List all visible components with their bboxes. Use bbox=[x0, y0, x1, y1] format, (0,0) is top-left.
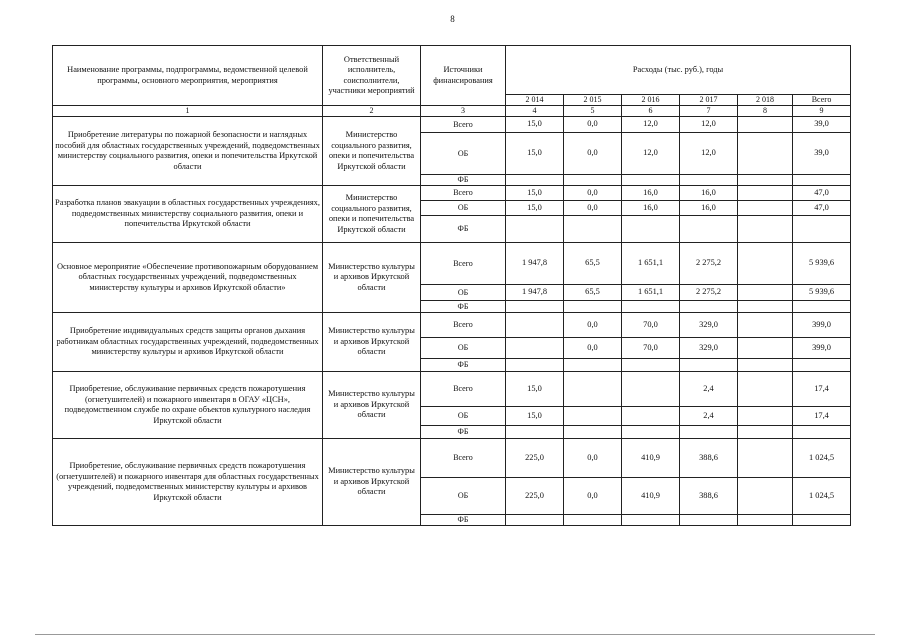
program-name-cell: Приобретение литературы по пожарной безопасности и наглядных пособий для областных государственных учреждений, подведомственных министерству социального развития, опеки и попечительства Иркутской области bbox=[53, 117, 323, 186]
year-value-cell: 0,0 bbox=[564, 478, 622, 515]
year-value-cell: 1 947,8 bbox=[506, 285, 564, 301]
total-cell: 399,0 bbox=[793, 313, 851, 338]
header-column-number: 3 bbox=[421, 106, 506, 117]
year-value-cell: 70,0 bbox=[622, 338, 680, 359]
year-value-cell bbox=[564, 426, 622, 439]
header-program-name: Наименование программы, подпрограммы, ведомственной целевой программы, основного мероприятия, мероприятия bbox=[53, 46, 323, 106]
funding-source-cell: ОБ bbox=[421, 478, 506, 515]
executor-cell: Министерство культуры и архивов Иркутской области bbox=[323, 243, 421, 313]
year-value-cell bbox=[564, 175, 622, 186]
year-value-cell bbox=[564, 359, 622, 372]
year-value-cell: 329,0 bbox=[680, 313, 738, 338]
funding-source-cell: ФБ bbox=[421, 515, 506, 526]
table-row bbox=[53, 117, 851, 133]
year-value-cell: 225,0 bbox=[506, 439, 564, 478]
year-value-cell: 15,0 bbox=[506, 186, 564, 201]
year-value-cell: 388,6 bbox=[680, 439, 738, 478]
year-value-cell bbox=[680, 515, 738, 526]
year-value-cell: 225,0 bbox=[506, 478, 564, 515]
total-cell: 47,0 bbox=[793, 201, 851, 216]
header-executor: Ответственный исполнитель, соисполнители, участники мероприятий bbox=[323, 46, 421, 106]
table-row bbox=[53, 313, 851, 338]
total-cell: 5 939,6 bbox=[793, 243, 851, 285]
year-value-cell bbox=[506, 426, 564, 439]
year-value-cell bbox=[622, 426, 680, 439]
total-cell: 5 939,6 bbox=[793, 285, 851, 301]
year-value-cell: 0,0 bbox=[564, 186, 622, 201]
year-value-cell bbox=[738, 117, 793, 133]
year-value-cell bbox=[564, 515, 622, 526]
year-value-cell bbox=[622, 407, 680, 426]
year-value-cell: 12,0 bbox=[680, 117, 738, 133]
year-value-cell: 388,6 bbox=[680, 478, 738, 515]
year-value-cell: 16,0 bbox=[622, 186, 680, 201]
funding-source-cell: Всего bbox=[421, 439, 506, 478]
total-cell: 1 024,5 bbox=[793, 439, 851, 478]
year-value-cell bbox=[680, 301, 738, 313]
funding-source-cell: Всего bbox=[421, 313, 506, 338]
header-column-number: 7 bbox=[680, 106, 738, 117]
year-value-cell: 12,0 bbox=[622, 117, 680, 133]
year-value-cell bbox=[506, 338, 564, 359]
year-value-cell: 65,5 bbox=[564, 243, 622, 285]
total-cell: 17,4 bbox=[793, 407, 851, 426]
funding-source-cell: ОБ bbox=[421, 201, 506, 216]
year-value-cell: 1 947,8 bbox=[506, 243, 564, 285]
year-value-cell: 15,0 bbox=[506, 407, 564, 426]
year-value-cell: 15,0 bbox=[506, 117, 564, 133]
year-value-cell: 16,0 bbox=[680, 186, 738, 201]
header-year-4: 2 018 bbox=[738, 95, 793, 106]
program-name-cell: Приобретение, обслуживание первичных средств пожаротушения (огнетушителей) и пожарного инвентаря в ОГАУ «ЦСН», подведомственном службе по охране объектов культурного наследия Иркутской области bbox=[53, 372, 323, 439]
year-value-cell bbox=[738, 313, 793, 338]
table-row bbox=[53, 439, 851, 478]
table-row bbox=[53, 186, 851, 201]
header-column-number: 1 bbox=[53, 106, 323, 117]
year-value-cell bbox=[680, 216, 738, 243]
funding-source-cell: Всего bbox=[421, 243, 506, 285]
year-value-cell: 410,9 bbox=[622, 439, 680, 478]
funding-source-cell: Всего bbox=[421, 186, 506, 201]
table-row bbox=[53, 372, 851, 407]
year-value-cell bbox=[622, 515, 680, 526]
year-value-cell bbox=[622, 359, 680, 372]
header-column-number: 8 bbox=[738, 106, 793, 117]
year-value-cell: 0,0 bbox=[564, 439, 622, 478]
year-value-cell bbox=[680, 175, 738, 186]
funding-source-cell: Всего bbox=[421, 372, 506, 407]
page-bottom-border bbox=[35, 634, 875, 635]
year-value-cell bbox=[738, 407, 793, 426]
total-cell: 39,0 bbox=[793, 133, 851, 175]
executor-cell: Министерство культуры и архивов Иркутской области bbox=[323, 313, 421, 372]
total-cell: 39,0 bbox=[793, 117, 851, 133]
total-cell bbox=[793, 515, 851, 526]
year-value-cell: 0,0 bbox=[564, 117, 622, 133]
year-value-cell bbox=[738, 243, 793, 285]
year-value-cell bbox=[506, 216, 564, 243]
year-value-cell bbox=[738, 338, 793, 359]
year-value-cell bbox=[564, 301, 622, 313]
header-column-number: 6 bbox=[622, 106, 680, 117]
year-value-cell: 1 651,1 bbox=[622, 243, 680, 285]
year-value-cell: 329,0 bbox=[680, 338, 738, 359]
year-value-cell bbox=[738, 216, 793, 243]
funding-source-cell: ОБ bbox=[421, 338, 506, 359]
year-value-cell: 1 651,1 bbox=[622, 285, 680, 301]
total-cell bbox=[793, 175, 851, 186]
year-value-cell: 15,0 bbox=[506, 133, 564, 175]
header-column-number: 4 bbox=[506, 106, 564, 117]
year-value-cell: 410,9 bbox=[622, 478, 680, 515]
year-value-cell bbox=[506, 359, 564, 372]
year-value-cell bbox=[738, 439, 793, 478]
year-value-cell: 12,0 bbox=[622, 133, 680, 175]
year-value-cell bbox=[738, 186, 793, 201]
header-year-0: 2 014 bbox=[506, 95, 564, 106]
year-value-cell: 16,0 bbox=[622, 201, 680, 216]
year-value-cell: 12,0 bbox=[680, 133, 738, 175]
header-column-number: 5 bbox=[564, 106, 622, 117]
executor-cell: Министерство социального развития, опеки и попечительства Иркутской области bbox=[323, 117, 421, 186]
year-value-cell bbox=[506, 301, 564, 313]
header-column-number: 2 bbox=[323, 106, 421, 117]
header-year-5: Всего bbox=[793, 95, 851, 106]
year-value-cell bbox=[738, 285, 793, 301]
year-value-cell bbox=[622, 216, 680, 243]
year-value-cell bbox=[738, 301, 793, 313]
year-value-cell bbox=[622, 175, 680, 186]
funding-source-cell: ОБ bbox=[421, 285, 506, 301]
budget-table bbox=[52, 45, 851, 526]
year-value-cell bbox=[738, 201, 793, 216]
year-value-cell: 16,0 bbox=[680, 201, 738, 216]
year-value-cell: 15,0 bbox=[506, 201, 564, 216]
executor-cell: Министерство культуры и архивов Иркутской области bbox=[323, 372, 421, 439]
year-value-cell bbox=[738, 426, 793, 439]
year-value-cell bbox=[564, 407, 622, 426]
year-value-cell: 2,4 bbox=[680, 407, 738, 426]
year-value-cell bbox=[564, 216, 622, 243]
header-year-2: 2 016 bbox=[622, 95, 680, 106]
year-value-cell: 2 275,2 bbox=[680, 285, 738, 301]
year-value-cell bbox=[738, 359, 793, 372]
table-body bbox=[53, 117, 851, 526]
executor-cell: Министерство социального развития, опеки и попечительства Иркутской области bbox=[323, 186, 421, 243]
year-value-cell: 2 275,2 bbox=[680, 243, 738, 285]
header-column-number: 9 bbox=[793, 106, 851, 117]
year-value-cell bbox=[738, 515, 793, 526]
year-value-cell: 0,0 bbox=[564, 133, 622, 175]
total-cell: 47,0 bbox=[793, 186, 851, 201]
funding-source-cell: ФБ bbox=[421, 216, 506, 243]
year-value-cell bbox=[506, 515, 564, 526]
total-cell bbox=[793, 426, 851, 439]
header-year-1: 2 015 bbox=[564, 95, 622, 106]
program-name-cell: Разработка планов эвакуации в областных государственных учреждениях, подведомственных министерству социального развития, опеки и попечительства Иркутской области bbox=[53, 186, 323, 243]
funding-source-cell: ФБ bbox=[421, 175, 506, 186]
year-value-cell bbox=[680, 359, 738, 372]
funding-source-cell: ФБ bbox=[421, 359, 506, 372]
year-value-cell bbox=[738, 372, 793, 407]
year-value-cell bbox=[506, 313, 564, 338]
program-name-cell: Основное мероприятие «Обеспечение противопожарным оборудованием областных государственных учреждений, подведомственных министерству культуры и архивов Иркутской области» bbox=[53, 243, 323, 313]
year-value-cell: 15,0 bbox=[506, 372, 564, 407]
total-cell bbox=[793, 301, 851, 313]
year-value-cell bbox=[738, 175, 793, 186]
year-value-cell: 0,0 bbox=[564, 201, 622, 216]
header-funding-source: Источники финансирования bbox=[421, 46, 506, 106]
funding-source-cell: ОБ bbox=[421, 407, 506, 426]
year-value-cell bbox=[506, 175, 564, 186]
funding-source-cell: ОБ bbox=[421, 133, 506, 175]
year-value-cell bbox=[564, 372, 622, 407]
total-cell: 17,4 bbox=[793, 372, 851, 407]
total-cell: 1 024,5 bbox=[793, 478, 851, 515]
program-name-cell: Приобретение, обслуживание первичных средств пожаротушения (огнетушителей) и пожарного инвентаря для областных государственных учреждений, подведомственных министерству культуры и архивов Иркутской области bbox=[53, 439, 323, 526]
year-value-cell: 2,4 bbox=[680, 372, 738, 407]
header-year-3: 2 017 bbox=[680, 95, 738, 106]
year-value-cell: 70,0 bbox=[622, 313, 680, 338]
header-column-numbers-row bbox=[53, 106, 851, 117]
total-cell: 399,0 bbox=[793, 338, 851, 359]
year-value-cell: 0,0 bbox=[564, 313, 622, 338]
funding-source-cell: Всего bbox=[421, 117, 506, 133]
year-value-cell: 65,5 bbox=[564, 285, 622, 301]
year-value-cell bbox=[738, 478, 793, 515]
header-expenses: Расходы (тыс. руб.), годы bbox=[506, 46, 851, 95]
page-number: 8 bbox=[450, 14, 455, 24]
funding-source-cell: ФБ bbox=[421, 426, 506, 439]
year-value-cell bbox=[622, 301, 680, 313]
total-cell bbox=[793, 359, 851, 372]
year-value-cell bbox=[738, 133, 793, 175]
year-value-cell: 0,0 bbox=[564, 338, 622, 359]
year-value-cell bbox=[680, 426, 738, 439]
table-row bbox=[53, 243, 851, 285]
total-cell bbox=[793, 216, 851, 243]
program-name-cell: Приобретение индивидуальных средств защиты органов дыхания работникам областных государственных учреждений, подведомственных министерству культуры и архивов Иркутской области bbox=[53, 313, 323, 372]
executor-cell: Министерство культуры и архивов Иркутской области bbox=[323, 439, 421, 526]
funding-source-cell: ФБ bbox=[421, 301, 506, 313]
year-value-cell bbox=[622, 372, 680, 407]
